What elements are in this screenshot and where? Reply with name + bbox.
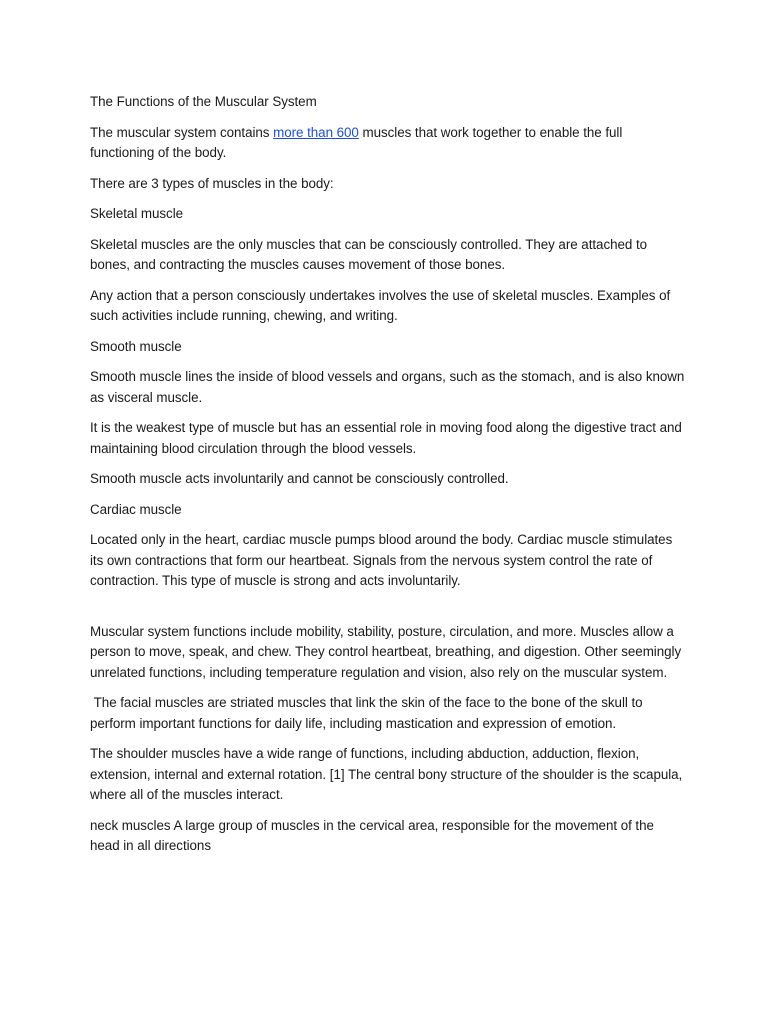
neck-paragraph: neck muscles A large group of muscles in the cervical area, responsible for the movement of the head in all directions [90,817,654,853]
more-than-600-link[interactable]: more than 600 [273,124,359,140]
cardiac-heading: Cardiac muscle [90,501,182,517]
blank-line [90,602,686,622]
intro-text-after: muscles that work together to enable the full functioning of the body. [90,124,623,160]
skeletal-paragraph-1: Skeletal muscles are the only muscles that can be consciously controlled. They are attached to bones, and contracting the muscles causes movement of those bones. [90,236,648,272]
intro-text-before: The muscular system contains [90,124,274,140]
functions-paragraph: Muscular system functions include mobility, stability, posture, circulation, and more. Muscles allow a person to move, speak, and chew. They control heartbeat, breathing, and digestion. Other seemingly unrelated functions, including temperature regulation and vision, also rely on the muscular system. [90,623,682,680]
smooth-paragraph-1: Smooth muscle lines the inside of blood vessels and organs, such as the stomach, and is also known as visceral muscle. [90,369,685,405]
cardiac-paragraph: Located only in the heart, cardiac muscle pumps blood around the body. Cardiac muscle stimulates its own contractions that form our heartbeat. Signals from the nervous system control the rate of contraction. This type of muscle is strong and acts involuntarily. [90,532,673,588]
skeletal-paragraph-2: Any action that a person consciously undertakes involves the use of skeletal muscles. Examples of such activities include running, chewing, and writing. [90,287,671,323]
document-body [90,92,686,867]
types-intro: There are 3 types of muscles in the body: [90,175,334,191]
skeletal-heading: Skeletal muscle [90,206,184,221]
intro-paragraph [90,123,686,164]
document-title: The Functions of the Muscular System [90,94,317,109]
smooth-paragraph-2: It is the weakest type of muscle but has an essential role in moving food along the digestive tract and maintaining blood circulation through the blood vessels. [90,420,682,456]
smooth-heading: Smooth muscle [90,338,182,354]
shoulder-paragraph: The shoulder muscles have a wide range of functions, including abduction, adduction, flexion, extension, internal and external rotation. [1] The central bony structure of the shoulder is the scapula, where all of the muscles interact. [90,746,683,802]
smooth-paragraph-3: Smooth muscle acts involuntarily and cannot be consciously controlled. [90,471,509,486]
facial-paragraph: The facial muscles are striated muscles that link the skin of the face to the bone of the skull to perform important functions for daily life, including mastication and expression of emotion. [90,695,647,731]
